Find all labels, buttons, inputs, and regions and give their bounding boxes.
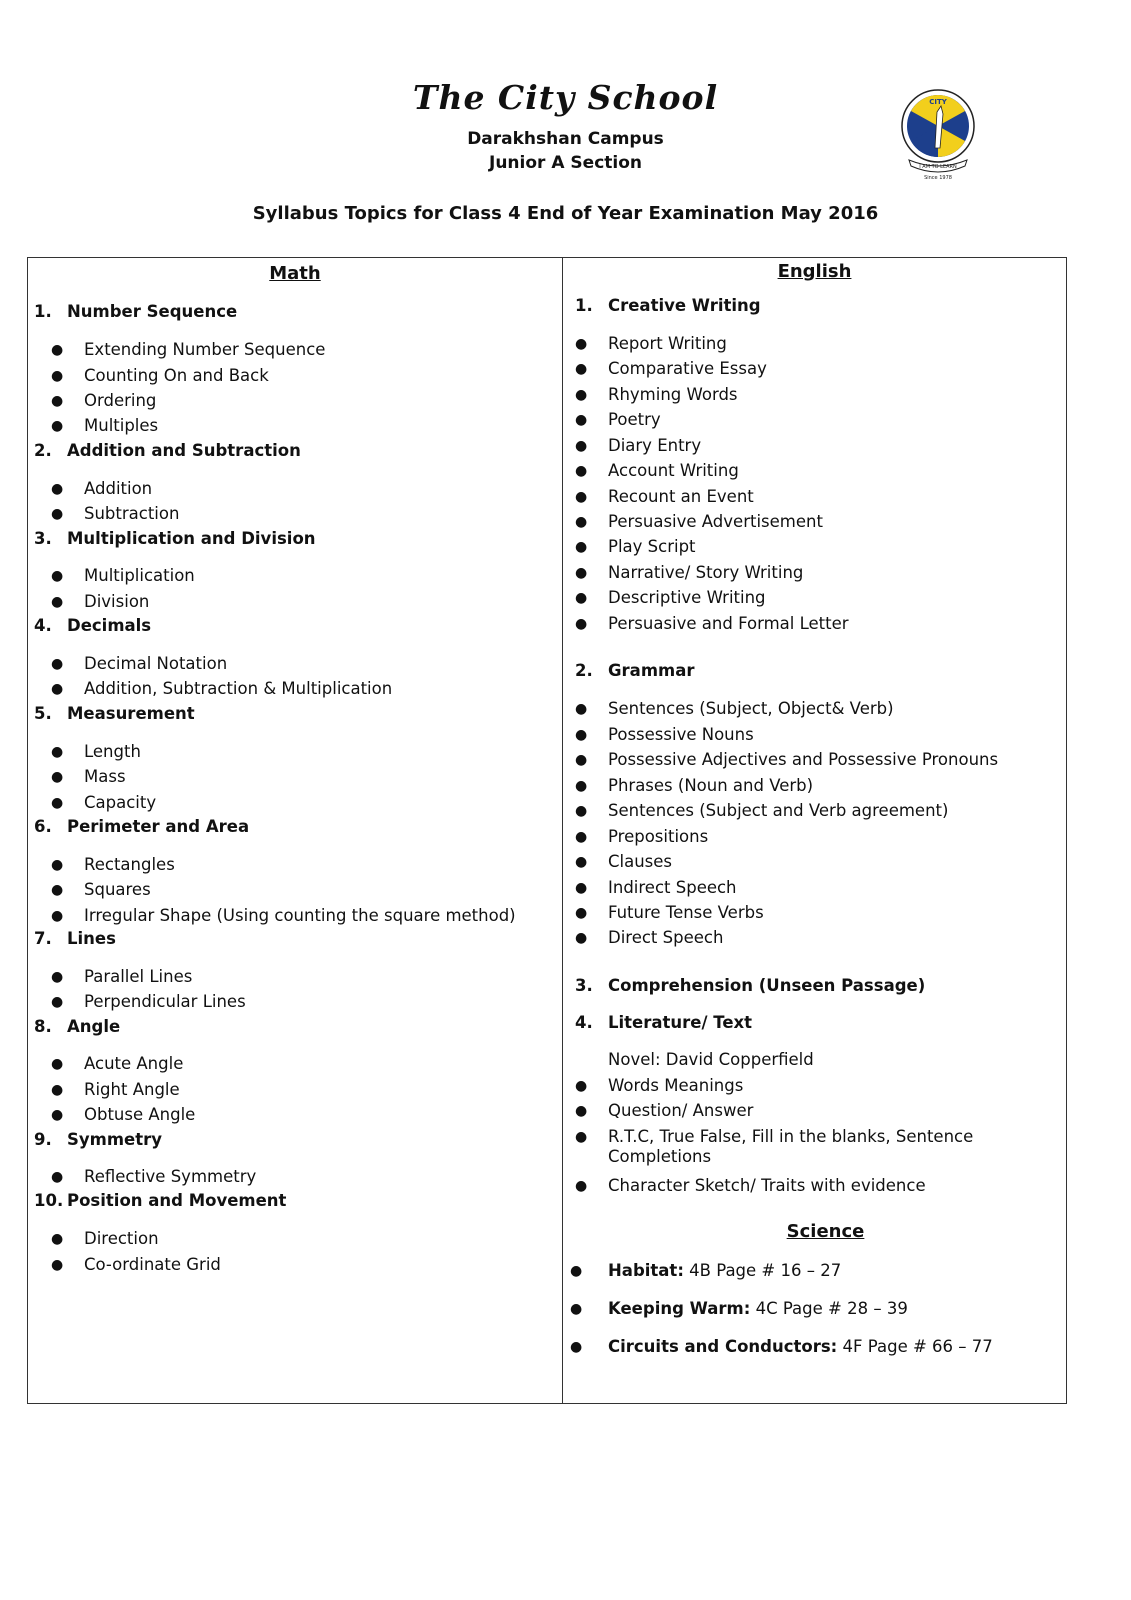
math-topic-title: Measurement xyxy=(67,704,195,723)
science-heading: Science xyxy=(786,1221,865,1242)
math-topic-number: 2. xyxy=(34,441,52,460)
bullet-icon: ● xyxy=(51,908,64,924)
english-topic-title: Comprehension (Unseen Passage) xyxy=(608,976,926,995)
math-subtopic: Right Angle xyxy=(84,1080,180,1099)
bullet-icon: ● xyxy=(575,514,588,530)
math-topic-number: 1. xyxy=(34,302,52,321)
bullet-icon: ● xyxy=(51,857,64,873)
logo-top-text: CITY xyxy=(929,98,947,106)
math-topic-number: 9. xyxy=(34,1130,52,1149)
bullet-icon: ● xyxy=(575,336,588,352)
bullet-icon: ● xyxy=(575,880,588,896)
bullet-icon: ● xyxy=(51,594,64,610)
bullet-icon: ● xyxy=(575,387,588,403)
bullet-icon: ● xyxy=(51,418,64,434)
math-subtopic: Direction xyxy=(84,1229,159,1248)
bullet-icon: ● xyxy=(51,1056,64,1072)
english-topic-number: 2. xyxy=(575,661,593,680)
section-name: Junior A Section xyxy=(489,153,642,173)
bullet-icon: ● xyxy=(51,1169,64,1185)
science-item-detail: 4F Page # 66 – 77 xyxy=(837,1337,993,1356)
science-item-label: Circuits and Conductors: xyxy=(608,1337,838,1356)
bullet-icon: ● xyxy=(575,1178,588,1194)
bullet-icon: ● xyxy=(575,438,588,454)
bullet-icon: ● xyxy=(575,701,588,717)
english-subtopic: Sentences (Subject, Object& Verb) xyxy=(608,699,894,718)
math-subtopic: Addition, Subtraction & Multiplication xyxy=(84,679,393,698)
english-subtopic: Indirect Speech xyxy=(608,878,737,897)
math-subtopic: Division xyxy=(84,592,150,611)
english-subtopic: Question/ Answer xyxy=(608,1101,754,1120)
math-topic-title: Position and Movement xyxy=(67,1191,287,1210)
math-topic-number: 10. xyxy=(34,1191,64,1210)
math-topic-number: 8. xyxy=(34,1017,52,1036)
math-topic-number: 7. xyxy=(34,929,52,948)
campus-name: Darakhshan Campus xyxy=(467,129,664,149)
bullet-icon: ● xyxy=(575,803,588,819)
bullet-icon: ● xyxy=(575,565,588,581)
bullet-icon: ● xyxy=(51,1107,64,1123)
math-subtopic: Length xyxy=(84,742,141,761)
math-subtopic: Parallel Lines xyxy=(84,967,193,986)
bullet-icon: ● xyxy=(575,1129,588,1145)
bullet-icon: ● xyxy=(51,769,64,785)
logo-since: Since 1978 xyxy=(924,175,952,181)
math-subtopic: Capacity xyxy=(84,793,157,812)
english-topic-title: Creative Writing xyxy=(608,296,761,315)
bullet-icon: ● xyxy=(51,681,64,697)
bullet-icon: ● xyxy=(575,727,588,743)
math-topic-number: 5. xyxy=(34,704,52,723)
bullet-icon: ● xyxy=(51,506,64,522)
bullet-icon: ● xyxy=(575,905,588,921)
english-subtopic: Phrases (Noun and Verb) xyxy=(608,776,814,795)
math-subtopic: Obtuse Angle xyxy=(84,1105,196,1124)
english-subtopic: Sentences (Subject and Verb agreement) xyxy=(608,801,949,820)
bullet-icon: ● xyxy=(575,854,588,870)
english-subtopic: Words Meanings xyxy=(608,1076,744,1095)
science-item xyxy=(608,1261,1058,1280)
english-heading: English xyxy=(777,261,852,282)
bullet-icon: ● xyxy=(575,463,588,479)
english-topic-number: 4. xyxy=(575,1013,593,1032)
school-name: The City School xyxy=(412,78,719,117)
syllabus-table xyxy=(27,257,1067,1404)
math-subtopic: Irregular Shape (Using counting the square method) xyxy=(84,906,516,925)
science-item-label: Keeping Warm: xyxy=(608,1299,751,1318)
english-topic-title: Literature/ Text xyxy=(608,1013,753,1032)
bullet-icon: ● xyxy=(575,778,588,794)
english-subtopic: Diary Entry xyxy=(608,436,702,455)
math-subtopic: Rectangles xyxy=(84,855,175,874)
math-subtopic: Extending Number Sequence xyxy=(84,340,326,359)
english-subtopic: Persuasive Advertisement xyxy=(608,512,823,531)
english-subtopic: Recount an Event xyxy=(608,487,754,506)
bullet-icon: ● xyxy=(575,539,588,555)
bullet-icon: ● xyxy=(51,795,64,811)
english-subtopic: Narrative/ Story Writing xyxy=(608,563,804,582)
english-subtopic: Play Script xyxy=(608,537,696,556)
english-subtopic: Descriptive Writing xyxy=(608,588,766,607)
bullet-icon: ● xyxy=(570,1301,583,1317)
math-subtopic: Mass xyxy=(84,767,126,786)
english-subtopic: Rhyming Words xyxy=(608,385,738,404)
english-topic-number: 1. xyxy=(575,296,593,315)
math-subtopic: Perpendicular Lines xyxy=(84,992,246,1011)
science-item-label: Habitat: xyxy=(608,1261,684,1280)
math-subtopic: Co-ordinate Grid xyxy=(84,1255,221,1274)
bullet-icon: ● xyxy=(51,481,64,497)
english-subtopic: Account Writing xyxy=(608,461,739,480)
science-item-detail: 4B Page # 16 – 27 xyxy=(683,1261,842,1280)
english-subtopic: R.T.C, True False, Fill in the blanks, Sentence Completions xyxy=(608,1127,974,1166)
bullet-icon: ● xyxy=(575,829,588,845)
english-subtopic: Report Writing xyxy=(608,334,727,353)
math-topic-number: 4. xyxy=(34,616,52,635)
math-topic-title: Symmetry xyxy=(67,1130,162,1149)
science-item xyxy=(608,1337,1058,1356)
math-topic-title: Angle xyxy=(67,1017,121,1036)
document-title: Syllabus Topics for Class 4 End of Year Examination May 2016 xyxy=(252,203,879,224)
science-item xyxy=(608,1299,1058,1318)
school-logo-icon xyxy=(899,86,977,182)
bullet-icon: ● xyxy=(51,744,64,760)
bullet-icon: ● xyxy=(575,616,588,632)
math-subtopic: Acute Angle xyxy=(84,1054,184,1073)
english-subtopic: Persuasive and Formal Letter xyxy=(608,614,849,633)
math-subtopic: Decimal Notation xyxy=(84,654,228,673)
english-subtopic: Poetry xyxy=(608,410,661,429)
math-subtopic: Subtraction xyxy=(84,504,180,523)
math-subtopic: Multiples xyxy=(84,416,159,435)
bullet-icon: ● xyxy=(570,1339,583,1355)
bullet-icon: ● xyxy=(51,568,64,584)
bullet-icon: ● xyxy=(51,393,64,409)
english-subtopic: Direct Speech xyxy=(608,928,724,947)
math-topic-title: Number Sequence xyxy=(67,302,238,321)
english-topic-intro: Novel: David Copperfield xyxy=(608,1050,814,1069)
bullet-icon: ● xyxy=(51,1231,64,1247)
bullet-icon: ● xyxy=(575,361,588,377)
logo-motto: I AM TO LEARN xyxy=(919,164,957,170)
math-subtopic: Squares xyxy=(84,880,151,899)
math-subtopic: Addition xyxy=(84,479,153,498)
bullet-icon: ● xyxy=(575,489,588,505)
bullet-icon: ● xyxy=(575,930,588,946)
math-topic-title: Decimals xyxy=(67,616,152,635)
bullet-icon: ● xyxy=(570,1263,583,1279)
bullet-icon: ● xyxy=(51,342,64,358)
math-topic-title: Lines xyxy=(67,929,116,948)
math-subtopic: Counting On and Back xyxy=(84,366,269,385)
english-subtopic: Comparative Essay xyxy=(608,359,767,378)
bullet-icon: ● xyxy=(51,882,64,898)
math-subtopic: Multiplication xyxy=(84,566,195,585)
bullet-icon: ● xyxy=(51,368,64,384)
english-subtopic: Character Sketch/ Traits with evidence xyxy=(608,1176,926,1195)
bullet-icon: ● xyxy=(51,656,64,672)
english-subtopic: Clauses xyxy=(608,852,673,871)
math-heading: Math xyxy=(269,263,321,284)
english-topic-title: Grammar xyxy=(608,661,695,680)
math-subtopic: Reflective Symmetry xyxy=(84,1167,257,1186)
english-topic-number: 3. xyxy=(575,976,593,995)
math-topic-title: Perimeter and Area xyxy=(67,817,250,836)
math-subtopic: Ordering xyxy=(84,391,157,410)
english-subtopic: Possessive Nouns xyxy=(608,725,754,744)
science-item-detail: 4C Page # 28 – 39 xyxy=(750,1299,908,1318)
bullet-icon: ● xyxy=(575,590,588,606)
math-topic-number: 3. xyxy=(34,529,52,548)
math-topic-title: Multiplication and Division xyxy=(67,529,316,548)
bullet-icon: ● xyxy=(575,1103,588,1119)
bullet-icon: ● xyxy=(575,752,588,768)
english-subtopic: Future Tense Verbs xyxy=(608,903,764,922)
bullet-icon: ● xyxy=(51,1257,64,1273)
bullet-icon: ● xyxy=(575,412,588,428)
math-topic-title: Addition and Subtraction xyxy=(67,441,301,460)
math-topic-number: 6. xyxy=(34,817,52,836)
bullet-icon: ● xyxy=(51,969,64,985)
bullet-icon: ● xyxy=(575,1078,588,1094)
bullet-icon: ● xyxy=(51,994,64,1010)
bullet-icon: ● xyxy=(51,1082,64,1098)
english-subtopic: Prepositions xyxy=(608,827,709,846)
english-subtopic: Possessive Adjectives and Possessive Pronouns xyxy=(608,750,999,769)
